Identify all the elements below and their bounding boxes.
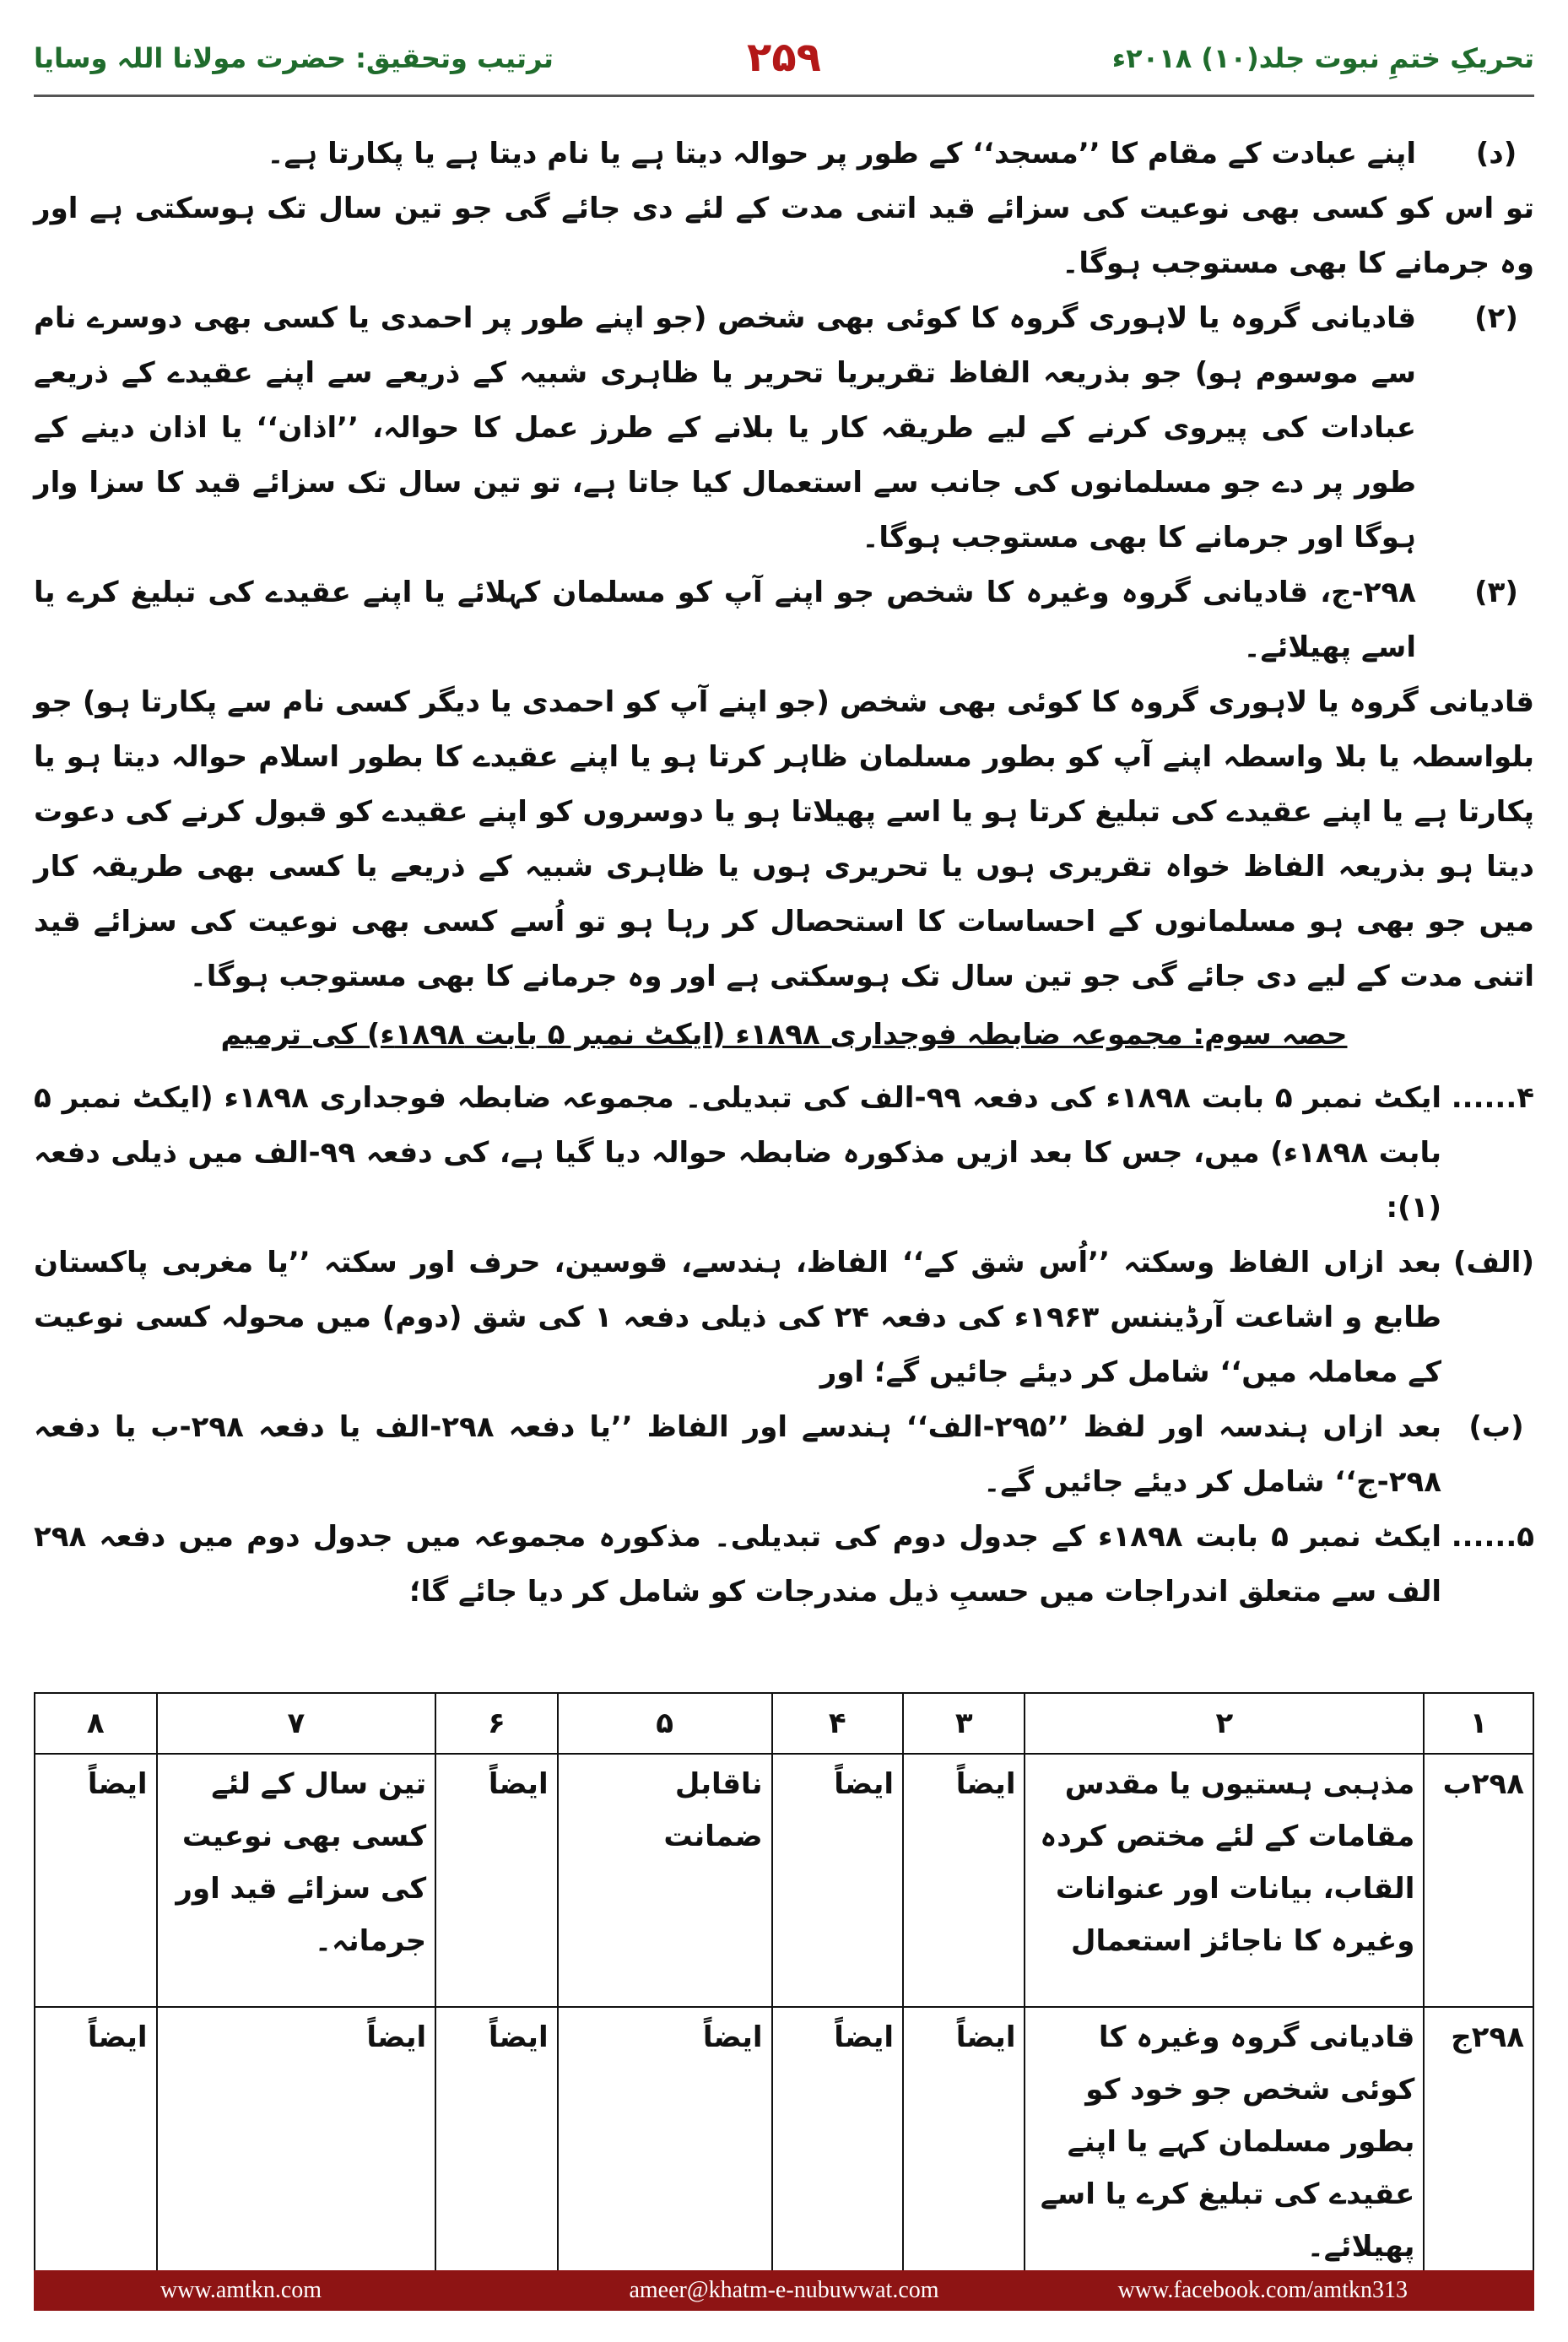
subsection-3-title: ۲۹۸-ج، قادیانی گروہ وغیرہ کا شخص جو اپنے آپ کو مسلمان کہلائے یا اپنے عقیدے کی تبلیغ کرے یا اسے پھیلائے۔	[34, 576, 1416, 664]
subsection-3-text: قادیانی گروہ یا لاہوری گروہ کا کوئی بھی شخص (جو اپنے آپ کو احمدی یا دیگر کسی نام سے پکارتا ہو) جو بلواسطہ یا بلا واسطہ اپنے آپ کو بطور مسلمان ظاہر کرتا ہو یا اپنے عقیدے کا بطور اسلام حوالہ دیتا ہو یا پکارتا ہے یا اپنے عقیدے کی تبلیغ کرتا ہو یا اسے پھیلاتا ہو یا دوسروں کو اپنے عقیدے کو قبول کرنے کی دعوت دیتا ہو بذریعہ الفاظ خواہ تقریری ہوں یا تحریری ہوں یا ظاہری شبیہ کے ذریعے یا کسی بھی طریقہ کار میں جو بھی ہو مسلمانوں کے احساسات کا استحصال کر رہا ہو تو اُسے کسی بھی نوعیت کی سزائے قید اتنی مدت کے لیے دی جائے گی جو تین سال تک ہوسکتی ہے اور وہ جرمانے کا بھی مستوجب ہوگا۔	[34, 685, 1534, 993]
table-header-cell: ۷	[157, 1693, 436, 1754]
table-cell: ایضاً	[772, 1754, 903, 2007]
header-divider	[34, 95, 1534, 97]
subsection-2-text: قادیانی گروہ یا لاہوری گروہ کا کوئی بھی شخص (جو اپنے طور پر احمدی یا کسی بھی دوسرے نام سے موسوم ہو) جو بذریعہ الفاظ تقریریا تحریر یا ظاہری شبیہ کے ذریعے سے اپنے عقیدے کے ذریعے عبادات کی پیروی کرنے کے لیے طریقہ کار یا بلانے کے طرز عمل کا حوالہ، ’’اذان‘‘ یا اذان دینے کے طور پر دے جو مسلمانوں کی جانب سے استعمال کیا جاتا ہے، تو تین سال تک سزائے قید کا سزا وار ہوگا اور جرمانے کا بھی مستوجب ہوگا۔	[34, 301, 1416, 554]
section-4	[34, 1071, 1534, 1236]
table-header-cell: ۲	[1025, 1693, 1424, 1754]
clause-d-marker: (د)	[1475, 137, 1517, 170]
table-cell: تین سال کے لئے کسی بھی نوعیت کی سزائے قید اور جرمانہ۔	[157, 1754, 436, 2007]
clause-be-marker: (ب)	[1468, 1410, 1524, 1444]
page-footer	[34, 2270, 1534, 2311]
footer-website-link[interactable]: www.amtkn.com	[160, 2277, 322, 2303]
subsection-3	[34, 565, 1534, 675]
table-cell: قادیانی گروہ وغیرہ کا کوئی شخص جو خود کو بطور مسلمان کہے یا اپنے عقیدے کی تبلیغ کرے یا اسے پھیلائے۔	[1025, 2007, 1424, 2277]
table-cell: ایضاً	[558, 2007, 772, 2277]
book-title: تحریکِ ختمِ نبوت جلد(۱۰) ۲۰۱۸ء	[1111, 42, 1534, 74]
table-cell: ایضاً	[435, 1754, 557, 2007]
table-cell: ایضاً	[772, 2007, 903, 2277]
table-header-cell: ۱	[1424, 1693, 1533, 1754]
clause-alif	[34, 1236, 1534, 1400]
section-4-marker: ۴......	[1451, 1081, 1534, 1115]
page-number: ۲۵۹	[747, 34, 821, 81]
table-cell: مذہبی ہستیوں یا مقدس مقامات کے لئے مختص کردہ القاب، بیانات اور عنوانات وغیرہ کا ناجائز استعمال	[1025, 1754, 1424, 2007]
section-5	[34, 1510, 1534, 1620]
clause-be-text: بعد ازاں ہندسہ اور لفظ ’’۲۹۵-الف‘‘ ہندسے اور الفاظ ’’یا دفعہ ۲۹۸-الف یا دفعہ ۲۹۸-ب یا دفعہ ۲۹۸-ج‘‘ شامل کر دیئے جائیں گے۔	[34, 1410, 1441, 1499]
section-5-marker: ۵......	[1451, 1520, 1534, 1554]
schedule-table	[34, 1692, 1534, 2278]
table-row	[35, 2007, 1533, 2277]
section-4-text: ایکٹ نمبر ۵ بابت ۱۸۹۸ء کی دفعہ ۹۹-الف کی تبدیلی۔ مجموعہ ضابطہ فوجداری ۱۸۹۸ء (ایکٹ نمبر ۵ بابت ۱۸۹۸ء) میں، جس کا بعد ازیں مذکورہ ضابطہ حوالہ دیا گیا ہے، کی دفعہ ۹۹-الف میں ذیلی دفعہ (۱):	[34, 1081, 1441, 1225]
table-header-row	[35, 1693, 1533, 1754]
table-cell: ایضاً	[903, 1754, 1025, 2007]
clause-alif-marker: (الف)	[1453, 1246, 1534, 1279]
table-cell: ایضاً	[35, 1754, 157, 2007]
table-header-cell: ۵	[558, 1693, 772, 1754]
table-cell: ۲۹۸ب	[1424, 1754, 1533, 2007]
section-heading: حصہ سوم: مجموعہ ضابطہ فوجداری ۱۸۹۸ء (ایکٹ نمبر ۵ بابت ۱۸۹۸ء) کی ترمیم	[220, 1018, 1348, 1052]
table-cell: ایضاً	[903, 2007, 1025, 2277]
footer-facebook-link[interactable]: www.facebook.com/amtkn313	[1117, 2277, 1408, 2303]
table-cell: ایضاً	[435, 2007, 557, 2277]
subsection-2	[34, 291, 1534, 565]
table-header-cell: ۴	[772, 1693, 903, 1754]
clause-be	[34, 1400, 1534, 1510]
compiler-credit: ترتیب وتحقیق: حضرت مولانا اللہ وسایا	[34, 42, 554, 74]
table-cell: ناقابل ضمانت	[558, 1754, 772, 2007]
table-cell: ایضاً	[35, 2007, 157, 2277]
table-cell: ایضاً	[157, 2007, 436, 2277]
footer-email-link[interactable]: ameer@khatm-e-nubuwwat.com	[629, 2277, 939, 2303]
clause-alif-text: بعد ازاں الفاظ وسکتہ ’’اُس شق کے‘‘ الفاظ، ہندسے، قوسین، حرف اور سکتہ ’’یا مغربی پاکستان طابع و اشاعت آرڈیننس ۱۹۶۳ء کی دفعہ ۲۴ کی ذیلی دفعہ ۱ کی شق (دوم) میں محولہ کسی نوعیت کے معاملہ میں‘‘ شامل کر دیئے جائیں گے؛ اور	[34, 1246, 1441, 1389]
table-header-cell: ۳	[903, 1693, 1025, 1754]
section-5-text: ایکٹ نمبر ۵ بابت ۱۸۹۸ء کے جدول دوم کی تبدیلی۔ مذکورہ مجموعہ میں جدول دوم میں دفعہ ۲۹۸ الف سے متعلق اندراجات میں حسبِ ذیل مندرجات کو شامل کر دیا جائے گا؛	[34, 1520, 1442, 1609]
subsection-3-marker: (۳)	[1474, 576, 1518, 609]
clause-d-text: اپنے عبادت کے مقام کا ’’مسجد‘‘ کے طور پر حوالہ دیتا ہے یا نام دیتا ہے یا پکارتا ہے۔	[267, 137, 1416, 170]
clause-d-penalty: تو اس کو کسی بھی نوعیت کی سزائے قید اتنی مدت کے لئے دی جائے گی جو تین سال تک ہوسکتی ہے اور وہ جرمانے کا بھی مستوجب ہوگا۔	[34, 192, 1534, 280]
page-header	[34, 34, 1534, 84]
clause-d	[34, 127, 1534, 181]
table-header-cell: ۸	[35, 1693, 157, 1754]
table-row	[35, 1754, 1533, 2007]
table-header-cell: ۶	[435, 1693, 557, 1754]
document-body	[34, 127, 1534, 1620]
subsection-2-marker: (۲)	[1474, 301, 1518, 335]
table-cell: ۲۹۸ج	[1424, 2007, 1533, 2277]
